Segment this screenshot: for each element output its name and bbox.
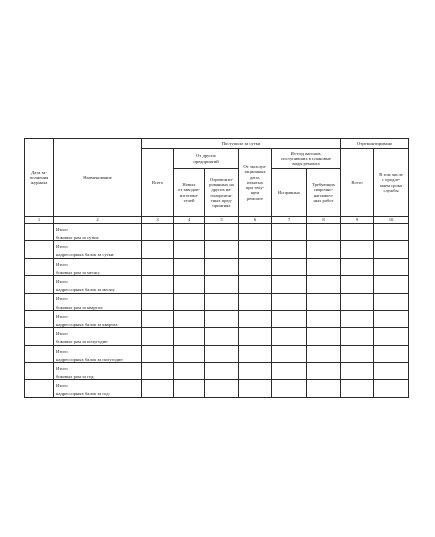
table-row xyxy=(25,389,409,398)
table-cell xyxy=(205,336,239,345)
table-cell xyxy=(307,363,341,372)
table-cell xyxy=(174,328,205,337)
table-cell xyxy=(239,389,272,398)
col-num: 7 xyxy=(272,217,307,224)
table-cell xyxy=(239,371,272,380)
header-from-operational: От эксплуа- тационных депо, изъятых при теку- щем ремонте xyxy=(239,149,272,217)
header-name: Наименование xyxy=(54,139,142,217)
header-repaired-total: Всего xyxy=(341,149,374,217)
table-cell xyxy=(205,232,239,241)
col-num: 6 xyxy=(239,217,272,224)
table-cell xyxy=(142,363,174,372)
row-total-label: Итого xyxy=(54,224,142,233)
table-row xyxy=(25,232,409,241)
table-cell xyxy=(341,302,374,311)
table-cell xyxy=(239,319,272,328)
table-cell xyxy=(374,328,409,337)
table-cell xyxy=(374,363,409,372)
table-cell xyxy=(239,241,272,250)
table-cell xyxy=(205,371,239,380)
table-cell xyxy=(25,258,54,267)
table-cell xyxy=(205,319,239,328)
col-num: 5 xyxy=(205,217,239,224)
table-cell xyxy=(142,328,174,337)
table-cell xyxy=(307,250,341,259)
table-cell xyxy=(205,389,239,398)
table-cell xyxy=(142,267,174,276)
table-cell xyxy=(272,284,307,293)
table-cell xyxy=(205,354,239,363)
col-num: 9 xyxy=(341,217,374,224)
table-cell xyxy=(239,276,272,285)
table-cell xyxy=(307,310,341,319)
table-cell xyxy=(272,380,307,389)
table-cell xyxy=(205,302,239,311)
table-cell xyxy=(374,345,409,354)
table-cell xyxy=(142,284,174,293)
col-num: 1 xyxy=(25,217,54,224)
table-cell xyxy=(174,267,205,276)
table-cell xyxy=(142,371,174,380)
row-total-label: Итого xyxy=(54,293,142,302)
table-cell xyxy=(341,276,374,285)
table-cell xyxy=(272,354,307,363)
row-description: надрессорных балок за квартал: xyxy=(54,319,142,328)
table-cell xyxy=(374,354,409,363)
table-cell xyxy=(239,354,272,363)
table-cell xyxy=(174,389,205,398)
table-cell xyxy=(374,293,409,302)
table-row xyxy=(25,258,409,267)
table-row xyxy=(25,250,409,259)
row-description: боковых рам за полугодие: xyxy=(54,336,142,345)
table-cell xyxy=(307,224,341,233)
table-cell xyxy=(341,363,374,372)
table-cell xyxy=(307,284,341,293)
table-cell xyxy=(272,363,307,372)
table-cell xyxy=(142,258,174,267)
table-cell xyxy=(25,302,54,311)
table-cell xyxy=(239,284,272,293)
header-serviceable: Исправных xyxy=(272,169,307,217)
table-cell xyxy=(272,232,307,241)
table-cell xyxy=(205,328,239,337)
table-cell xyxy=(205,267,239,276)
table-cell xyxy=(341,310,374,319)
table-cell xyxy=(142,345,174,354)
table-cell xyxy=(341,328,374,337)
table-cell xyxy=(341,371,374,380)
table-row xyxy=(25,363,409,372)
table-cell xyxy=(374,224,409,233)
table-cell xyxy=(374,310,409,319)
table-cell xyxy=(25,389,54,398)
table-cell xyxy=(272,241,307,250)
table-cell xyxy=(25,232,54,241)
table-cell xyxy=(142,319,174,328)
table-cell xyxy=(341,224,374,233)
table-cell xyxy=(272,302,307,311)
table-cell xyxy=(174,354,205,363)
table-cell xyxy=(25,319,54,328)
header-received-total: Всего xyxy=(142,149,174,217)
row-total-label: Итого xyxy=(54,328,142,337)
table-cell xyxy=(341,336,374,345)
table-cell xyxy=(272,310,307,319)
column-number-row xyxy=(25,217,409,224)
table-cell xyxy=(239,345,272,354)
table-cell xyxy=(272,389,307,398)
journal-form-table xyxy=(24,138,409,398)
table-cell xyxy=(239,302,272,311)
table-cell xyxy=(307,336,341,345)
table-cell xyxy=(341,250,374,259)
table-cell xyxy=(25,328,54,337)
table-cell xyxy=(25,224,54,233)
table-cell xyxy=(341,319,374,328)
table-cell xyxy=(205,380,239,389)
col-num: 10 xyxy=(374,217,409,224)
table-cell xyxy=(307,319,341,328)
table-cell xyxy=(307,354,341,363)
table-cell xyxy=(205,345,239,354)
table-cell xyxy=(174,224,205,233)
table-cell xyxy=(307,232,341,241)
table-cell xyxy=(374,389,409,398)
table-cell xyxy=(239,293,272,302)
table-cell xyxy=(272,328,307,337)
table-cell xyxy=(25,345,54,354)
table-cell xyxy=(174,345,205,354)
table-cell xyxy=(239,310,272,319)
table-cell xyxy=(25,267,54,276)
row-description: боковых рам за сутки: xyxy=(54,232,142,241)
table-row xyxy=(25,319,409,328)
table-cell xyxy=(341,267,374,276)
header-from-other: От других предприятий xyxy=(174,149,239,169)
table-cell xyxy=(239,380,272,389)
table-cell xyxy=(174,276,205,285)
col-num: 3 xyxy=(142,217,174,224)
header-need-welding: Требующих сварочно- наплавоч- ных работ xyxy=(307,169,341,217)
table-cell xyxy=(25,241,54,250)
table-cell xyxy=(142,241,174,250)
table-cell xyxy=(307,345,341,354)
table-cell xyxy=(205,241,239,250)
table-cell xyxy=(341,293,374,302)
row-description: надрессорных балок за сутки: xyxy=(54,250,142,259)
table-row xyxy=(25,302,409,311)
table-cell xyxy=(272,276,307,285)
table-row xyxy=(25,336,409,345)
table-cell xyxy=(307,276,341,285)
table-cell xyxy=(239,258,272,267)
table-row xyxy=(25,293,409,302)
row-total-label: Итого xyxy=(54,380,142,389)
table-cell xyxy=(142,354,174,363)
table-cell xyxy=(142,302,174,311)
table-cell xyxy=(374,380,409,389)
table-cell xyxy=(239,232,272,241)
header-date: Дата за- полнения журнала xyxy=(25,139,54,217)
table-cell xyxy=(272,336,307,345)
table-cell xyxy=(272,371,307,380)
table-cell xyxy=(142,336,174,345)
table-cell xyxy=(374,336,409,345)
table-cell xyxy=(174,380,205,389)
table-cell xyxy=(307,380,341,389)
table-cell xyxy=(25,371,54,380)
row-total-label: Итого xyxy=(54,276,142,285)
table-cell xyxy=(25,250,54,259)
table-cell xyxy=(25,336,54,345)
table-cell xyxy=(307,267,341,276)
row-description: надрессорных балок за месяц: xyxy=(54,284,142,293)
table-cell xyxy=(205,224,239,233)
table-cell xyxy=(205,293,239,302)
table-row xyxy=(25,241,409,250)
table-cell xyxy=(25,310,54,319)
table-cell xyxy=(374,319,409,328)
row-total-label: Итого xyxy=(54,258,142,267)
table-cell xyxy=(341,380,374,389)
table-cell xyxy=(272,293,307,302)
table-cell xyxy=(174,232,205,241)
col-num: 8 xyxy=(307,217,341,224)
table-cell xyxy=(142,293,174,302)
table-cell xyxy=(174,241,205,250)
row-description: надрессорных балок за полугодие: xyxy=(54,354,142,363)
table-cell xyxy=(272,267,307,276)
row-description: боковых рам за месяц: xyxy=(54,267,142,276)
row-description: боковых рам за год: xyxy=(54,371,142,380)
table-cell xyxy=(272,224,307,233)
table-row xyxy=(25,310,409,319)
row-total-label: Итого xyxy=(54,241,142,250)
table-cell xyxy=(239,224,272,233)
row-total-label: Итого xyxy=(54,363,142,372)
row-total-label: Итого xyxy=(54,345,142,354)
table-cell xyxy=(341,389,374,398)
header-extended-life: В том числе с продле- нием срока службы xyxy=(374,149,409,217)
table-cell xyxy=(341,258,374,267)
table-cell xyxy=(174,310,205,319)
table-cell xyxy=(142,232,174,241)
table-cell xyxy=(374,284,409,293)
table-cell xyxy=(205,276,239,285)
table-cell xyxy=(374,258,409,267)
col-num: 4 xyxy=(174,217,205,224)
table-cell xyxy=(142,380,174,389)
table-cell xyxy=(307,328,341,337)
table-cell xyxy=(307,241,341,250)
table-cell xyxy=(205,310,239,319)
table-cell xyxy=(341,232,374,241)
table-cell xyxy=(307,293,341,302)
table-cell xyxy=(142,224,174,233)
table-cell xyxy=(142,389,174,398)
table-cell xyxy=(374,250,409,259)
row-total-label: Итого xyxy=(54,310,142,319)
table-row xyxy=(25,224,409,233)
table-cell xyxy=(272,345,307,354)
table-cell xyxy=(25,363,54,372)
table-cell xyxy=(272,250,307,259)
table-row xyxy=(25,371,409,380)
table-cell xyxy=(205,258,239,267)
table-cell xyxy=(174,250,205,259)
table-cell xyxy=(239,363,272,372)
table-cell xyxy=(174,363,205,372)
table-cell xyxy=(239,267,272,276)
table-cell xyxy=(174,302,205,311)
header-new-factory: Новых от заводов- изготови- телей xyxy=(174,169,205,217)
table-cell xyxy=(174,258,205,267)
header-repaired: Отремонтировано xyxy=(341,139,409,149)
table-cell xyxy=(174,293,205,302)
table-cell xyxy=(174,336,205,345)
table-cell xyxy=(174,371,205,380)
table-cell xyxy=(341,354,374,363)
table-cell xyxy=(272,319,307,328)
table-cell xyxy=(25,293,54,302)
table-row xyxy=(25,354,409,363)
table-row xyxy=(25,276,409,285)
table-cell xyxy=(272,258,307,267)
header-repaired-other: Отремонти- рованных на других ва- гоноремон- тных пред- приятиях xyxy=(205,169,239,217)
table-cell xyxy=(142,276,174,285)
header-received: Поступило за сутки xyxy=(142,139,341,149)
table-cell xyxy=(25,284,54,293)
table-row xyxy=(25,345,409,354)
table-cell xyxy=(142,310,174,319)
table-row xyxy=(25,380,409,389)
table-cell xyxy=(25,276,54,285)
table-cell xyxy=(307,371,341,380)
table-cell xyxy=(341,345,374,354)
table-cell xyxy=(25,354,54,363)
table-cell xyxy=(374,241,409,250)
table-cell xyxy=(307,258,341,267)
table-cell xyxy=(374,302,409,311)
table-cell xyxy=(307,302,341,311)
table-cell xyxy=(174,319,205,328)
table-row xyxy=(25,328,409,337)
row-description: боковых рам за квартал: xyxy=(54,302,142,311)
row-description: надрессорных балок за год: xyxy=(54,389,142,398)
table-cell xyxy=(307,389,341,398)
table-cell xyxy=(239,336,272,345)
table-cell xyxy=(142,250,174,259)
table-cell xyxy=(374,276,409,285)
table-cell xyxy=(25,380,54,389)
table-cell xyxy=(341,284,374,293)
table-cell xyxy=(205,363,239,372)
col-num: 2 xyxy=(54,217,142,224)
table-cell xyxy=(174,284,205,293)
table-cell xyxy=(341,241,374,250)
table-row xyxy=(25,284,409,293)
table-cell xyxy=(374,267,409,276)
table-cell xyxy=(239,250,272,259)
table-cell xyxy=(205,284,239,293)
table-cell xyxy=(374,371,409,380)
table-cell xyxy=(239,328,272,337)
table-row xyxy=(25,267,409,276)
table-cell xyxy=(374,232,409,241)
header-from-planned: Из-под вагонов, поступивших в плановые виды ремонта xyxy=(272,149,341,169)
table-cell xyxy=(205,250,239,259)
